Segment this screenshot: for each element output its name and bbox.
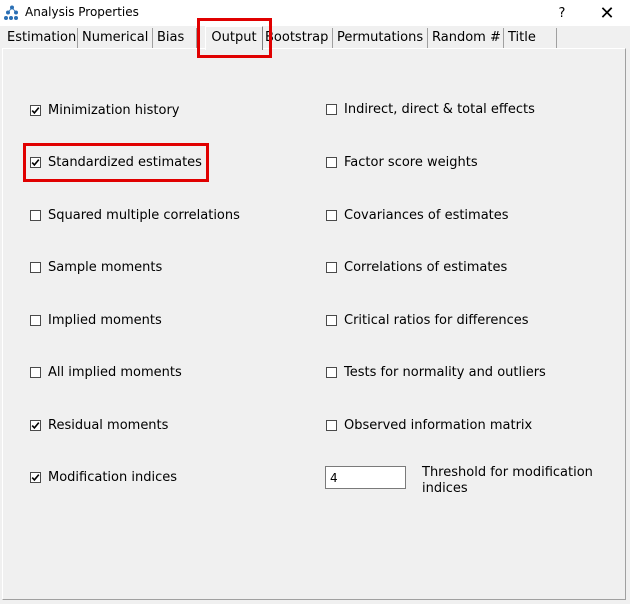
option-tests-for-normality-and-outliers[interactable] [326, 363, 546, 381]
checkbox[interactable] [326, 104, 337, 115]
checkbox[interactable] [326, 315, 337, 326]
help-button[interactable]: ? [558, 5, 566, 21]
checkbox[interactable] [326, 262, 337, 273]
option-label: Covariances of estimates [344, 207, 509, 223]
checkbox[interactable] [326, 157, 337, 168]
tab-bootstrap[interactable]: Bootstrap [263, 28, 333, 48]
option-critical-ratios-for-differences[interactable] [326, 311, 529, 329]
option-all-implied-moments[interactable] [30, 363, 182, 381]
checkmark-icon [31, 158, 40, 167]
option-label: Modification indices [48, 469, 178, 485]
checkbox[interactable] [326, 210, 337, 221]
tab-estimation[interactable]: Estimation [3, 28, 78, 48]
checkbox[interactable] [30, 157, 41, 168]
option-correlations-of-estimates[interactable] [326, 258, 507, 276]
threshold-input[interactable] [325, 466, 406, 489]
option-label: All implied moments [48, 364, 182, 380]
option-residual-moments[interactable] [30, 416, 168, 434]
option-label: Indirect, direct & total effects [344, 101, 535, 117]
option-covariances-of-estimates[interactable] [326, 206, 509, 224]
tab-random[interactable]: Random # [428, 28, 504, 48]
option-observed-information-matrix[interactable] [326, 416, 532, 434]
close-button[interactable]: ✕ [599, 2, 615, 24]
app-icon [4, 5, 20, 21]
option-label: Minimization history [48, 102, 180, 118]
tab-bias[interactable]: Bias [153, 28, 197, 48]
checkbox[interactable] [30, 105, 41, 116]
window-title: Analysis Properties [25, 5, 139, 19]
tab-title[interactable]: Title [504, 28, 557, 48]
tab-numerical[interactable]: Numerical [78, 28, 153, 48]
checkbox[interactable] [30, 367, 41, 378]
tab-strip [0, 26, 630, 49]
checkbox[interactable] [30, 420, 41, 431]
option-label: Squared multiple correlations [48, 207, 240, 223]
option-label: Observed information matrix [344, 417, 533, 433]
option-standardized-estimates[interactable] [30, 153, 202, 171]
option-factor-score-weights[interactable] [326, 153, 478, 171]
checkbox[interactable] [326, 367, 337, 378]
option-label: Standardized estimates [48, 154, 202, 170]
checkmark-icon [31, 421, 40, 430]
threshold-label: Threshold for modification indices [422, 465, 593, 496]
checkbox[interactable] [30, 262, 41, 273]
option-sample-moments[interactable] [30, 258, 162, 276]
option-label: Correlations of estimates [344, 259, 508, 275]
option-label: Implied moments [48, 312, 162, 328]
checkbox[interactable] [30, 210, 41, 221]
option-modification-indices[interactable] [30, 468, 177, 486]
option-minimization-history[interactable] [30, 101, 180, 119]
option-label: Factor score weights [344, 154, 478, 170]
option-squared-multiple-correlations[interactable] [30, 206, 240, 224]
checkbox[interactable] [30, 472, 41, 483]
checkbox[interactable] [326, 420, 337, 431]
title-bar [0, 0, 630, 26]
tab-permutations[interactable]: Permutations [333, 28, 428, 48]
checkbox[interactable] [30, 315, 41, 326]
option-label: Sample moments [48, 259, 163, 275]
checkmark-icon [31, 106, 40, 115]
option-implied-moments[interactable] [30, 311, 162, 329]
option-label: Tests for normality and outliers [344, 364, 546, 380]
option-label: Critical ratios for differences [344, 312, 529, 328]
tab-output[interactable]: Output [205, 26, 263, 50]
option-label: Residual moments [48, 417, 169, 433]
option-indirect-direct-total-effects[interactable] [326, 100, 535, 118]
checkmark-icon [31, 473, 40, 482]
